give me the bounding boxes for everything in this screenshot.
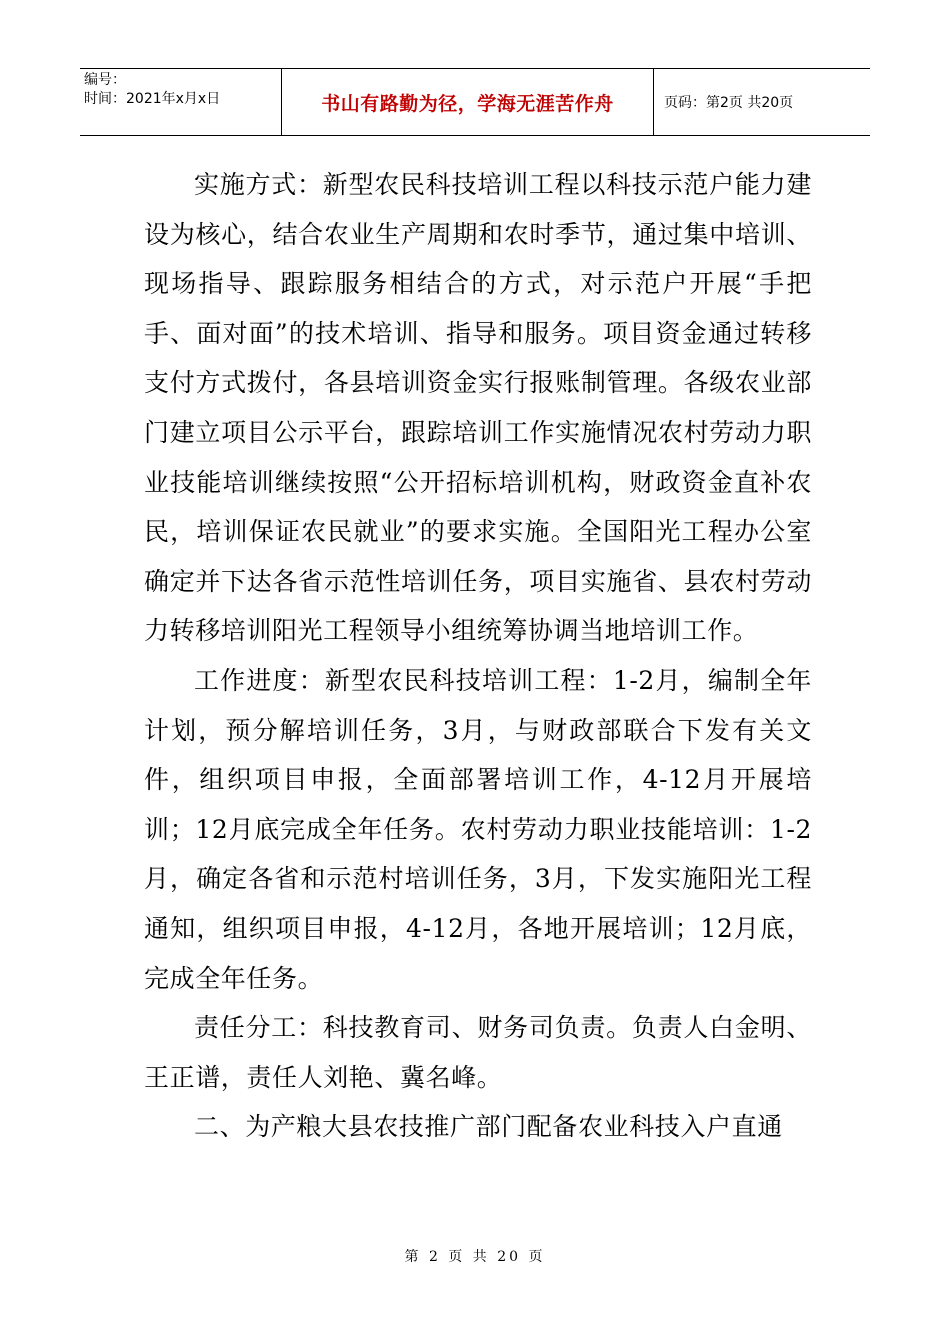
number-label: 编号： <box>84 72 126 88</box>
paragraph-implementation: 实施方式：新型农民科技培训工程以科技示范户能力建设为核心，结合农业生产周期和农时季节，通过集中培训、现场指导、跟踪服务相结合的方式，对示范户开展“手把手、面对面”的技术培训、指导和服务。项目资金通过转移支付方式拨付，各县培训资金实行报账制管理。各级农业部门建立项目公示平台，跟踪培训工作实施情况农村劳动力职业技能培训继续按照“公开招标培训机构，财政资金直补农民，培训保证农民就业”的要求实施。全国阳光工程办公室确定并下达各省示范性培训任务，项目实施省、县农村劳动力转移培训阳光工程领导小组统筹协调当地培训工作。 <box>144 170 812 646</box>
motto-text: 书山有路勤为径，学海无涯苦作舟 <box>321 92 614 115</box>
body-text <box>144 160 812 1152</box>
page-footer: 第 2 页 共 20 页 <box>404 1249 546 1265</box>
paragraph-section-two: 二、为产粮大县农技推广部门配备农业科技入户直通 <box>194 1112 783 1142</box>
header-page-cell <box>654 69 870 135</box>
paragraph-schedule: 工作进度：新型农民科技培训工程：1-2月，编制全年计划，预分解培训任务，3月，与财政部联合下发有关文件，组织项目申报，全面部署培训工作，4-12月开展培训；12月底完成全年任务。农村劳动力职业技能培训：1-2月，确定各省和示范村培训任务，3月，下发实施阳光工程通知，组织项目申报，4-12月，各地开展培训；12月底，完成全年任务。 <box>144 665 812 993</box>
document-header <box>80 68 870 136</box>
header-motto-cell <box>282 69 654 135</box>
header-meta-cell <box>80 69 282 135</box>
paragraph-responsibility: 责任分工：科技教育司、财务司负责。负责人白金明、王正谱，责任人刘艳、冀名峰。 <box>144 1013 812 1092</box>
page-code: 页码：第2页 共20页 <box>664 95 794 111</box>
date-label: 时间：2021年x月x日 <box>84 91 221 107</box>
